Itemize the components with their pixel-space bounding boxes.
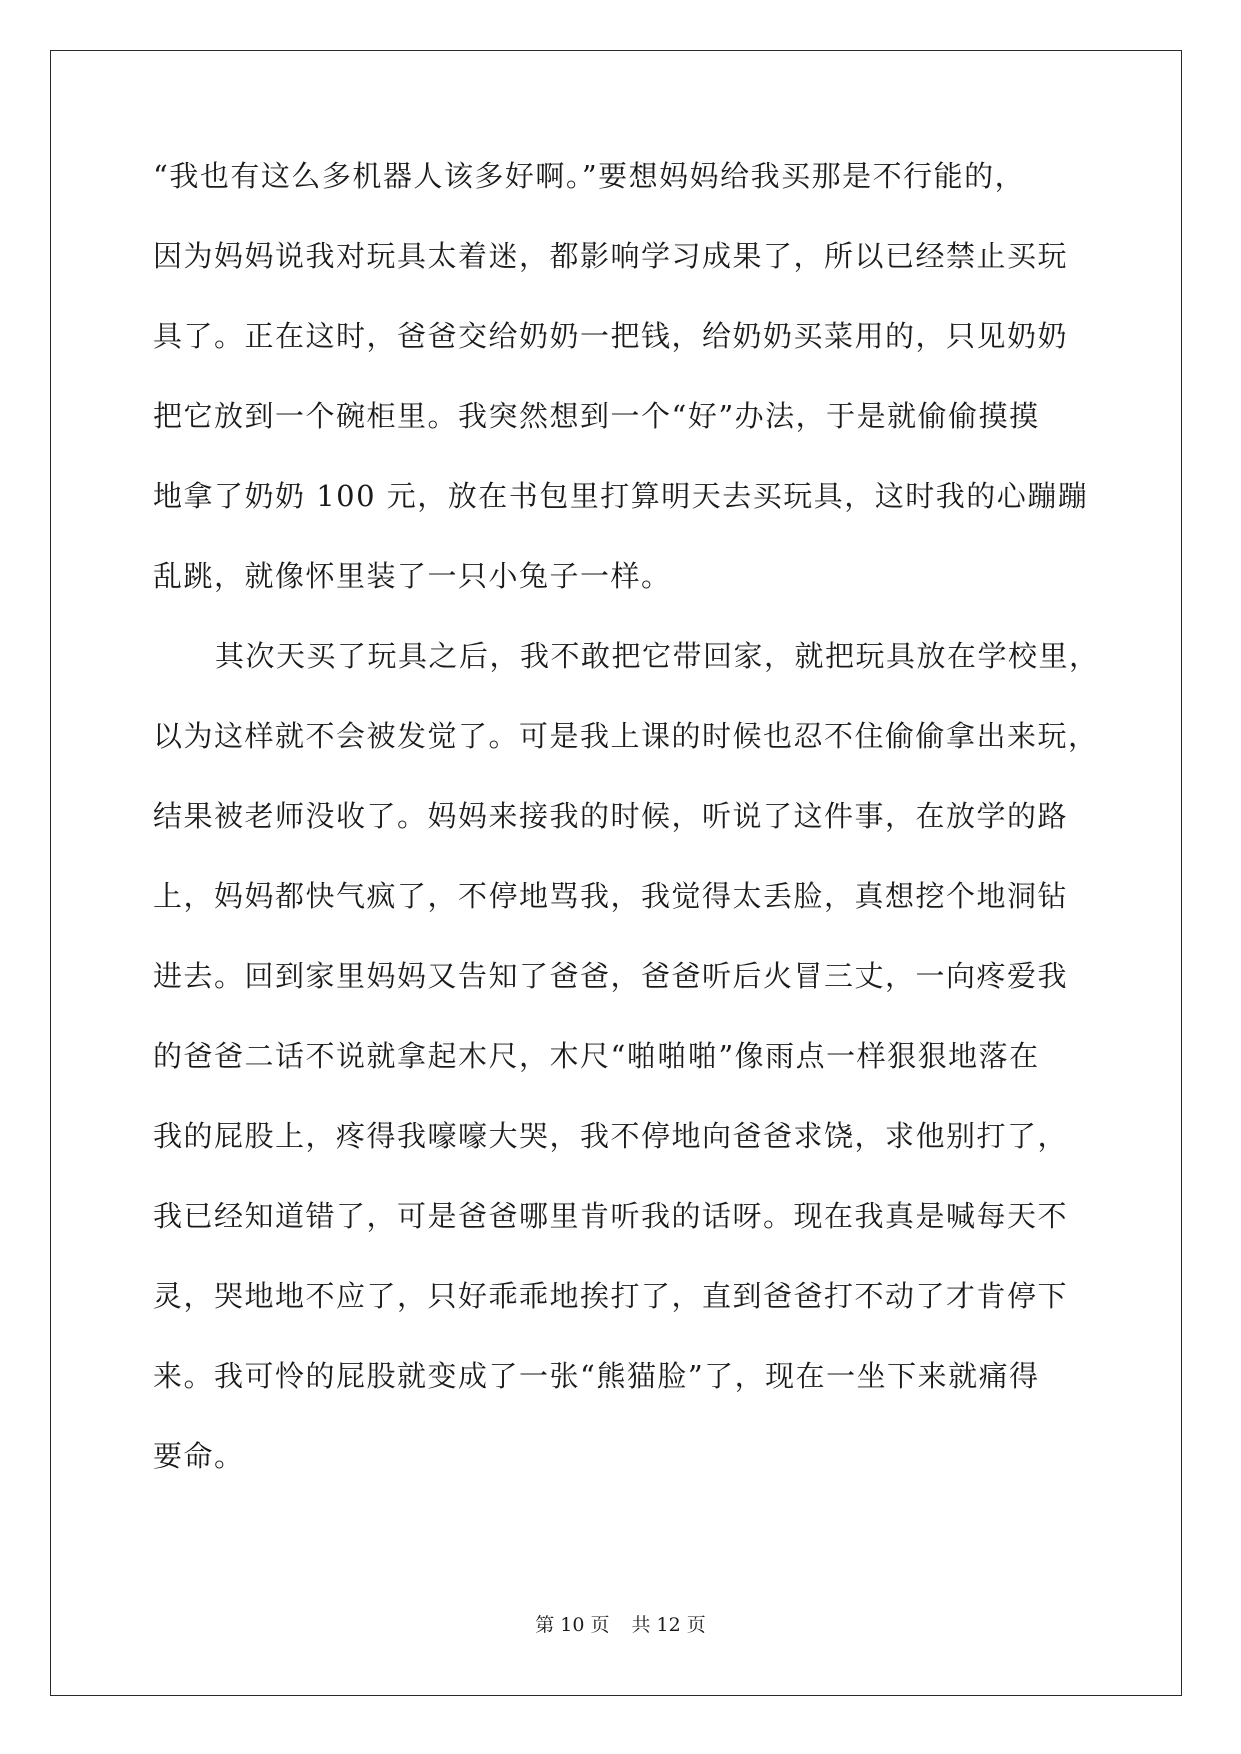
text-line: 以为这样就不会被发觉了。可是我上课的时候也忍不住偷偷拿出来玩， [153, 719, 1099, 753]
text-line: 地拿了奶奶 100 元，放在书包里打算明天去买玩具，这时我的心蹦蹦 [153, 479, 1089, 513]
text-line: “我也有这么多机器人该多好啊。”要想妈妈给我买那是不行能的， [153, 159, 1026, 193]
text-line: 灵，哭地地不应了，只好乖乖地挨打了，直到爸爸打不动了才肯停下 [153, 1279, 1069, 1313]
page-total: 共 12 页 [631, 1614, 706, 1636]
text-line: 的爸爸二话不说就拿起木尺，木尺“啪啪啪”像雨点一样狠狠地落在 [153, 1039, 1040, 1073]
text-line: 来。我可怜的屁股就变成了一张“熊猫脸”了，现在一坐下来就痛得 [153, 1359, 1040, 1393]
page-number: 第 10 页 [535, 1614, 610, 1636]
text-line: 我的屁股上，疼得我嚎嚎大哭，我不停地向爸爸求饶，求他别打了， [153, 1119, 1069, 1153]
text-line: 具了。正在这时，爸爸交给奶奶一把钱，给奶奶买菜用的，只见奶奶 [153, 319, 1069, 353]
text-line: 我已经知道错了，可是爸爸哪里肯听我的话呀。现在我真是喊每天不 [153, 1199, 1069, 1233]
text-line: 把它放到一个碗柜里。我突然想到一个“好”办法，于是就偷偷摸摸 [153, 399, 1040, 433]
text-line: 要命。 [153, 1439, 245, 1473]
text-line: 乱跳，就像怀里装了一只小兔子一样。 [153, 559, 672, 593]
text-line: 因为妈妈说我对玩具太着迷，都影响学习成果了，所以已经禁止买玩 [153, 239, 1069, 273]
text-line: 上，妈妈都快气疯了，不停地骂我，我觉得太丢脸，真想挖个地洞钻 [153, 879, 1069, 913]
text-line: 进去。回到家里妈妈又告知了爸爸，爸爸听后火冒三丈，一向疼爱我 [153, 959, 1069, 993]
page-footer [0, 1613, 1241, 1637]
document-body [153, 159, 1100, 1520]
paragraph-start-line: 其次天买了玩具之后，我不敢把它带回家，就把玩具放在学校里， [215, 639, 1100, 673]
text-line: 结果被老师没收了。妈妈来接我的时候，听说了这件事，在放学的路 [153, 799, 1069, 833]
